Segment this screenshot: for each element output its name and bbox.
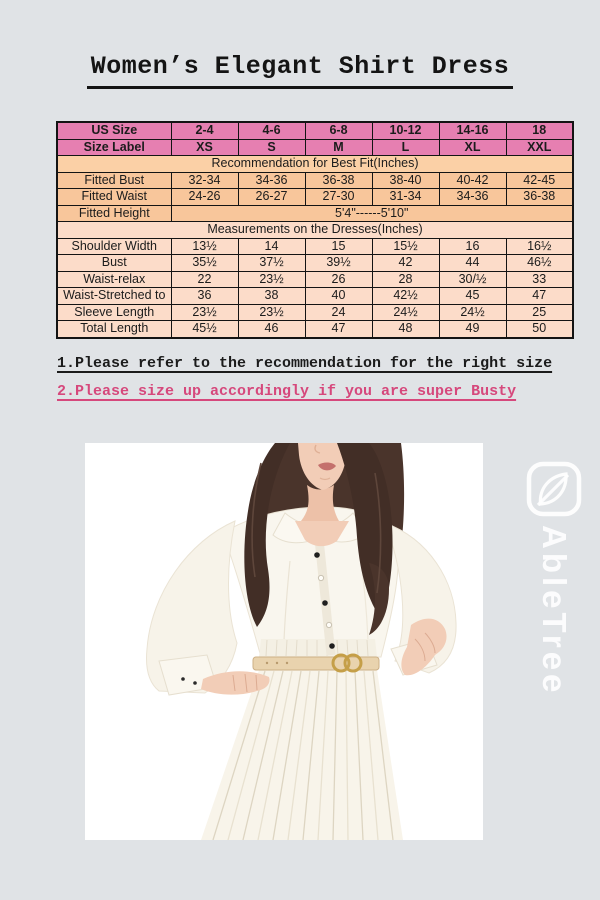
value-cell: M xyxy=(305,139,372,156)
value-cell: 15½ xyxy=(372,238,439,255)
row-label-cell: Fitted Bust xyxy=(57,172,171,189)
table-row xyxy=(57,139,573,156)
value-cell: S xyxy=(238,139,305,156)
value-cell: 48 xyxy=(372,321,439,338)
row-label-cell: Total Length xyxy=(57,321,171,338)
table-row xyxy=(57,321,573,338)
row-label-cell: Shoulder Width xyxy=(57,238,171,255)
row-label-cell: Waist-relax xyxy=(57,271,171,288)
value-cell: 45½ xyxy=(171,321,238,338)
value-cell: 34-36 xyxy=(238,172,305,189)
product-photo xyxy=(85,443,483,840)
table-row xyxy=(57,255,573,272)
value-cell: 40-42 xyxy=(439,172,506,189)
value-cell: 10-12 xyxy=(372,122,439,139)
size-table-body xyxy=(57,122,573,338)
value-cell: 45 xyxy=(439,288,506,305)
value-cell: 50 xyxy=(506,321,573,338)
row-label-cell: Bust xyxy=(57,255,171,272)
table-row xyxy=(57,271,573,288)
brand-watermark xyxy=(520,461,588,696)
spanned-value-cell: 5'4"------5'10" xyxy=(171,205,573,222)
value-cell: 33 xyxy=(506,271,573,288)
value-cell: 24-26 xyxy=(171,189,238,206)
value-cell: L xyxy=(372,139,439,156)
model-illustration xyxy=(85,443,483,840)
title-area xyxy=(0,52,600,89)
row-label-cell: Size Label xyxy=(57,139,171,156)
table-row xyxy=(57,189,573,206)
value-cell: 47 xyxy=(305,321,372,338)
table-row xyxy=(57,288,573,305)
value-cell: 26-27 xyxy=(238,189,305,206)
value-cell: 24½ xyxy=(439,304,506,321)
value-cell: 22 xyxy=(171,271,238,288)
value-cell: 18 xyxy=(506,122,573,139)
value-cell: 38 xyxy=(238,288,305,305)
value-cell: 35½ xyxy=(171,255,238,272)
value-cell: 37½ xyxy=(238,255,305,272)
value-cell: 38-40 xyxy=(372,172,439,189)
table-row xyxy=(57,122,573,139)
value-cell: 27-30 xyxy=(305,189,372,206)
value-cell: 47 xyxy=(506,288,573,305)
value-cell: 36-38 xyxy=(506,189,573,206)
table-row xyxy=(57,222,573,239)
value-cell: 15 xyxy=(305,238,372,255)
value-cell: 49 xyxy=(439,321,506,338)
value-cell: XL xyxy=(439,139,506,156)
value-cell: 44 xyxy=(439,255,506,272)
value-cell: 24½ xyxy=(372,304,439,321)
page-title: Women’s Elegant Shirt Dress xyxy=(87,52,514,89)
row-label-cell: Fitted Height xyxy=(57,205,171,222)
value-cell: 40 xyxy=(305,288,372,305)
value-cell: 2-4 xyxy=(171,122,238,139)
value-cell: 42 xyxy=(372,255,439,272)
value-cell: 30/½ xyxy=(439,271,506,288)
table-row xyxy=(57,238,573,255)
value-cell: XS xyxy=(171,139,238,156)
value-cell: 6-8 xyxy=(305,122,372,139)
note-1: 1.Please refer to the recommendation for the right size xyxy=(57,355,553,372)
value-cell: 34-36 xyxy=(439,189,506,206)
notes-area xyxy=(57,355,577,411)
value-cell: 28 xyxy=(372,271,439,288)
row-label-cell: US Size xyxy=(57,122,171,139)
value-cell: 25 xyxy=(506,304,573,321)
value-cell: 23½ xyxy=(171,304,238,321)
row-label-cell: Fitted Waist xyxy=(57,189,171,206)
value-cell: 14-16 xyxy=(439,122,506,139)
section-band-cell: Measurements on the Dresses(Inches) xyxy=(57,222,573,239)
value-cell: 23½ xyxy=(238,304,305,321)
value-cell: 39½ xyxy=(305,255,372,272)
value-cell: 4-6 xyxy=(238,122,305,139)
row-label-cell: Waist-Stretched to xyxy=(57,288,171,305)
value-cell: 24 xyxy=(305,304,372,321)
value-cell: 46 xyxy=(238,321,305,338)
table-row xyxy=(57,304,573,321)
row-label-cell: Sleeve Length xyxy=(57,304,171,321)
table-row xyxy=(57,205,573,222)
value-cell: 31-34 xyxy=(372,189,439,206)
value-cell: 42½ xyxy=(372,288,439,305)
table-row xyxy=(57,156,573,173)
value-cell: 42-45 xyxy=(506,172,573,189)
value-cell: 23½ xyxy=(238,271,305,288)
brand-logo-leaf-icon xyxy=(526,461,582,517)
value-cell: 46½ xyxy=(506,255,573,272)
value-cell: 16 xyxy=(439,238,506,255)
size-table xyxy=(56,121,574,339)
value-cell: 16½ xyxy=(506,238,573,255)
value-cell: 13½ xyxy=(171,238,238,255)
value-cell: 14 xyxy=(238,238,305,255)
value-cell: 26 xyxy=(305,271,372,288)
brand-name: AbleTree xyxy=(536,525,573,697)
note-2: 2.Please size up accordingly if you are super Busty xyxy=(57,383,517,400)
table-row xyxy=(57,172,573,189)
value-cell: 36-38 xyxy=(305,172,372,189)
value-cell: 36 xyxy=(171,288,238,305)
value-cell: XXL xyxy=(506,139,573,156)
section-band-cell: Recommendation for Best Fit(Inches) xyxy=(57,156,573,173)
value-cell: 32-34 xyxy=(171,172,238,189)
